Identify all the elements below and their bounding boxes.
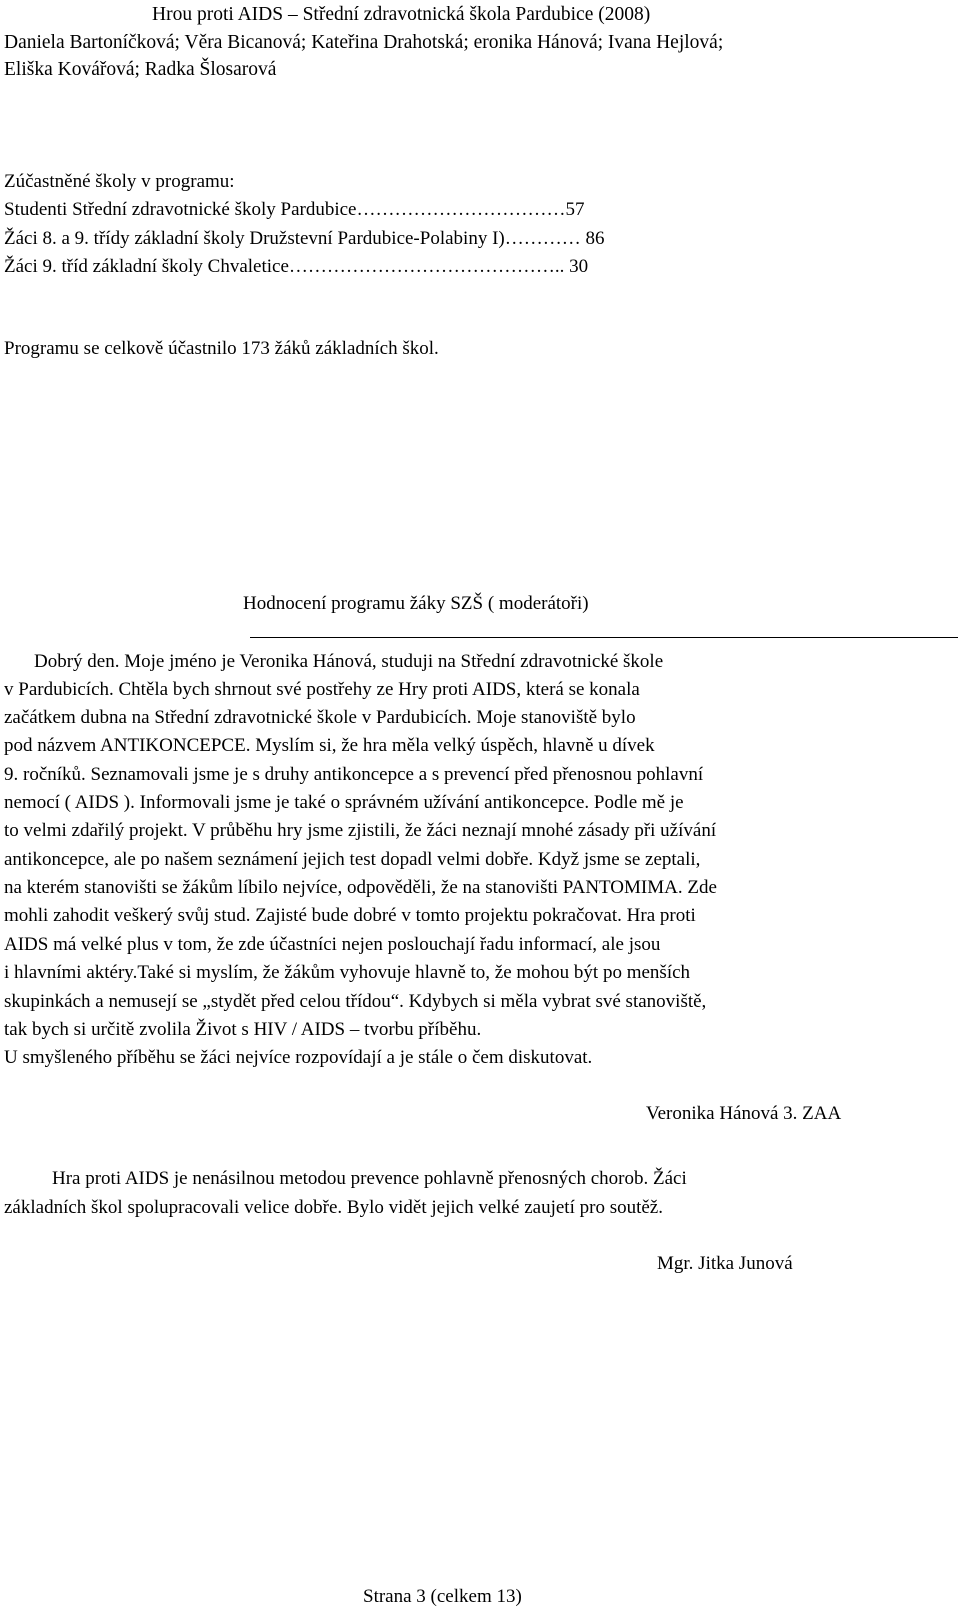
paragraph-line: tak bych si určitě zvolila Život s HIV / AIDS – tvorbu příběhu. [4, 1019, 482, 1040]
paragraph-line: U smyšleného příběhu se žáci nejvíce rozpovídají a je stále o čem diskutovat. [4, 1047, 593, 1068]
paragraph-line: AIDS má velké plus v tom, že zde účastníci nejen poslouchají řadu informací, ale jsou [4, 934, 661, 955]
signature: Mgr. Jitka Junová [657, 1253, 793, 1274]
page-number: Strana 3 (celkem 13) [363, 1586, 522, 1607]
signature: Veronika Hánová 3. ZAA [646, 1103, 842, 1124]
authors-line: Daniela Bartoníčková; Věra Bicanová; Kateřina Drahotská; eronika Hánová; Ivana Hejlová; [4, 32, 724, 53]
paragraph-line: i hlavními aktéry.Také si myslím, že žákům vyhovuje hlavně to, že mohou být po menších [4, 962, 691, 983]
paragraph-line: na kterém stanovišti se žákům líbilo nejvíce, odpověděli, že na stanovišti PANTOMIMA. Zde [4, 877, 717, 898]
section-heading: Hodnocení programu žáky SZŠ ( moderátoři) [243, 593, 589, 614]
paragraph-line: základních škol spolupracovali velice dobře. Bylo vidět jejich velké zaujetí pro soutěž. [4, 1197, 663, 1218]
document-title: Hrou proti AIDS – Střední zdravotnická škola Pardubice (2008) [152, 4, 651, 25]
heading-rule [250, 637, 958, 638]
authors-line: Eliška Kovářová; Radka Šlosarová [4, 59, 277, 80]
participants-total: Programu se celkově účastnilo 173 žáků základních škol. [4, 338, 439, 359]
paragraph-line: Dobrý den. Moje jméno je Veronika Hánová, studuji na Střední zdravotnické škole [34, 651, 664, 672]
schools-heading: Zúčastněné školy v programu: [4, 171, 235, 192]
paragraph-line: pod názvem ANTIKONCEPCE. Myslím si, že hra měla velký úspěch, hlavně u dívek [4, 735, 655, 756]
school-item: Žáci 9. tříd základní školy Chvaletice…………………………………….. 30 [4, 256, 589, 277]
paragraph-line: začátkem dubna na Střední zdravotnické škole v Pardubicích. Moje stanoviště bylo [4, 707, 636, 728]
paragraph-line: antikoncepce, ale po našem seznámení jejich test dopadl velmi dobře. Když jsme se zeptali, [4, 849, 701, 870]
school-item: Žáci 8. a 9. třídy základní školy Družstevní Pardubice-Polabiny I)………… 86 [4, 228, 605, 249]
paragraph-line: 9. ročníků. Seznamovali jsme je s druhy antikoncepce a s prevencí před přenosnou pohlavní [4, 764, 704, 785]
paragraph-line: Hra proti AIDS je nenásilnou metodou prevence pohlavně přenosných chorob. Žáci [52, 1168, 687, 1189]
paragraph-line: v Pardubicích. Chtěla bych shrnout své postřehy ze Hry proti AIDS, která se konala [4, 679, 640, 700]
school-item: Studenti Střední zdravotnické školy Pardubice……………………………57 [4, 199, 585, 220]
paragraph-line: to velmi zdařilý projekt. V průběhu hry jsme zjistili, že žáci neznají mnohé zásady při užívání [4, 820, 717, 841]
paragraph-line: nemocí ( AIDS ). Informovali jsme je také o správném užívání antikoncepce. Podle mě je [4, 792, 684, 813]
paragraph-line: mohli zahodit veškerý svůj stud. Zajisté bude dobré v tomto projektu pokračovat. Hra proti [4, 905, 696, 926]
paragraph-line: skupinkách a nemusejí se „stydět před celou třídou“. Kdybych si měla vybrat své stanoviště, [4, 991, 707, 1012]
